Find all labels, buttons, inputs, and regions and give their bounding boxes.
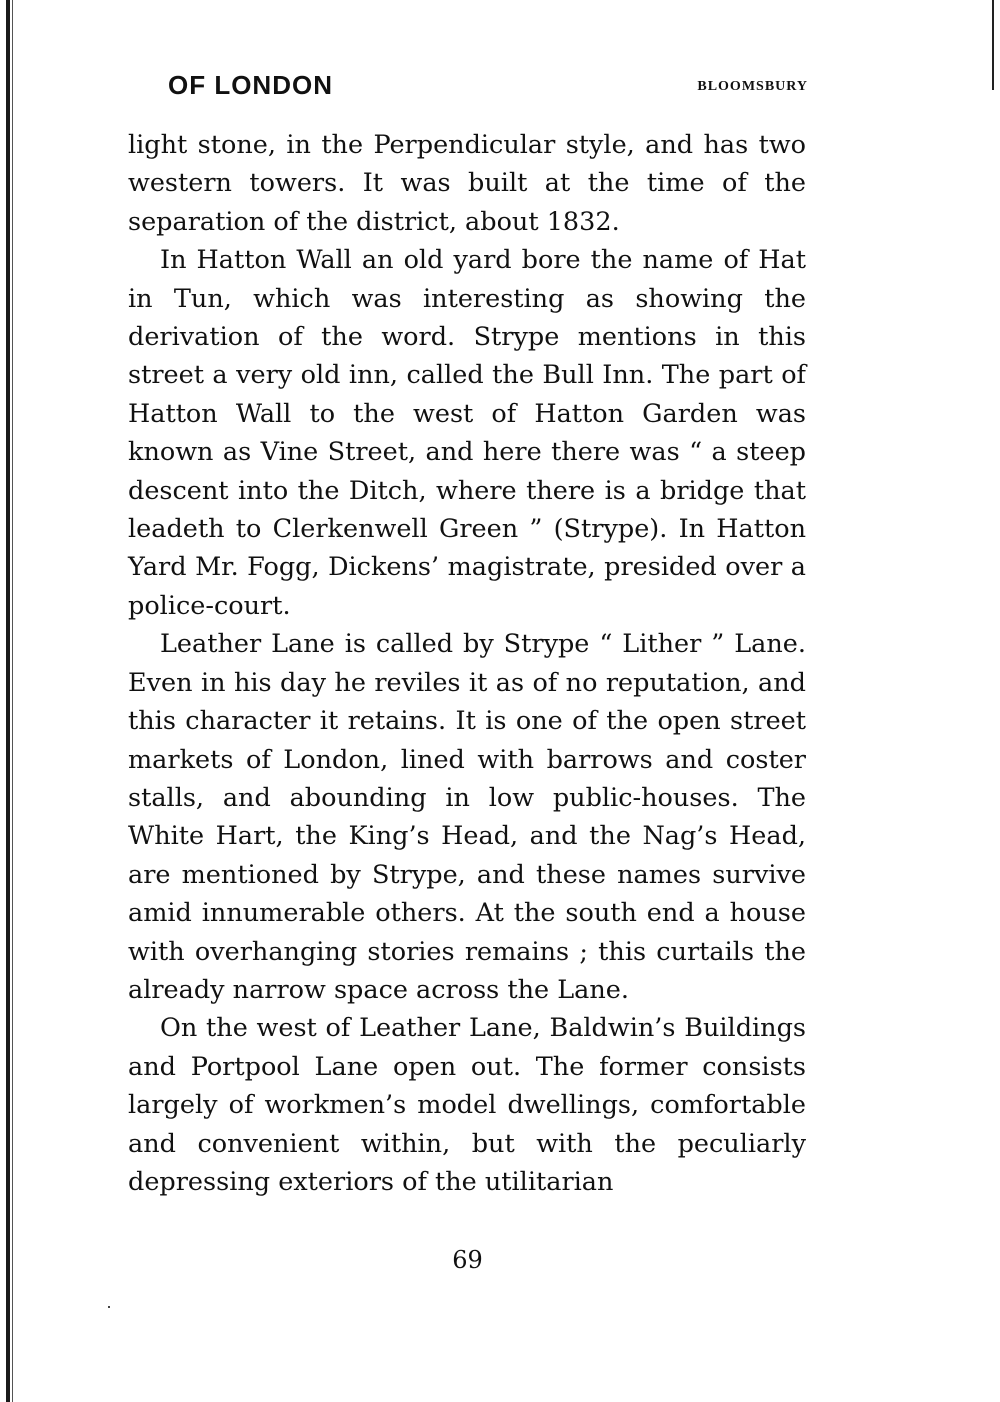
paragraph-leather-lane: Leather Lane is called by Strype “ Lither ” Lane. Even in his day he reviles it as of no reputation, and this character it retains. It is one of the open street markets of London, lined with barrows and coster stalls, and abounding in low public-houses. The White Hart, the King’s Head, and the Nag’s Head, are mentioned by Strype, and these names survive amid innumerable others. At the south end a house with overhanging stories remains ; this curtails the already narrow space across the Lane. xyxy=(128,629,806,1005)
scan-edge-right xyxy=(992,0,994,90)
scan-edge-left-faint xyxy=(12,0,13,1402)
scan-edge-left xyxy=(6,0,10,1402)
running-header-title: OF LONDON xyxy=(168,70,333,100)
paragraph-hatton-wall: In Hatton Wall an old yard bore the name of Hat in Tun, which was interesting as showing the derivation of the word. Strype mentions in this street a very old inn, called the Bull Inn. The part of Hatton Wall to the west of Hatton Garden was known as Vine Street, and here there was “ a steep descent into the Ditch, where there is a bridge that leadeth to Clerkenwell Green ” (Strype). In Hatton Yard Mr. Fogg, Dickens’ magistrate, presided over a police-court. xyxy=(128,245,806,621)
paragraph-baldwins-buildings: On the west of Leather Lane, Baldwin’s Buildings and Portpool Lane open out. The former consists largely of workmen’s model dwellings, comfortable and convenient within, but with the peculiarly depressing exteriors of the utilitarian xyxy=(128,1013,806,1197)
page-number: 69 xyxy=(452,1246,483,1274)
running-header-section: BLOOMSBURY xyxy=(697,79,808,94)
scan-speck xyxy=(108,1306,110,1308)
body-text xyxy=(128,126,806,1201)
paragraph-continued: light stone, in the Perpendicular style, and has two western towers. It was built at the time of the separation of the district, about 1832. xyxy=(128,130,806,237)
running-header xyxy=(168,70,808,110)
